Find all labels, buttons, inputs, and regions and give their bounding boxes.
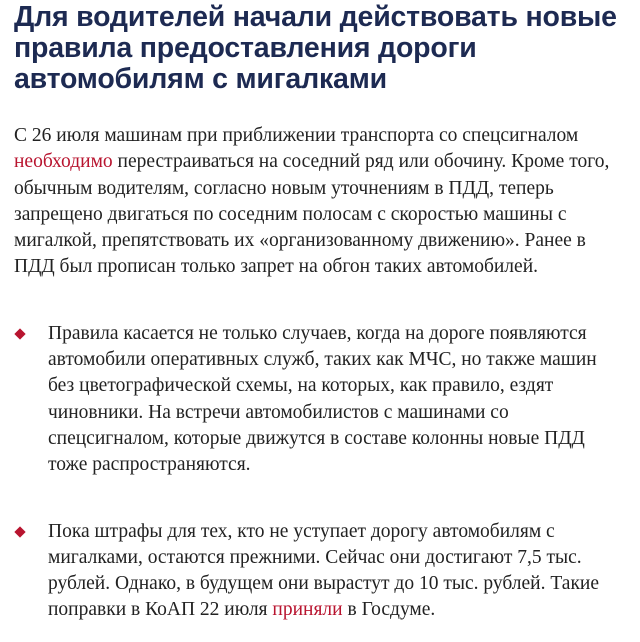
bullet-text-start: Пока штрафы для тех, кто не уступает дорогу автомобилям с мигалками, остаются прежними. Сейчас они достигают 7,5 тыс. рублей. Однако, в будущем они вырастут до 10 тыс. рублей. Такие поправки в КоАП 22 июля — [48, 520, 600, 621]
bullet-text: Правила касается не только случаев, когда на дороге появляются автомобили оперативных служб, таких как МЧС, но также машин без цветографической схемы, на которых, как правило, ездят чиновники. На встречи автомобилистов с машинами со спецсигналом, которые движутся в составе колонны новые ПДД тоже распространяются. — [48, 322, 597, 476]
article-lead-paragraph — [14, 123, 626, 281]
diamond-bullet-icon — [14, 328, 25, 339]
lead-text-start: С 26 июля машинам при приближении транспорта со спецсигналом — [14, 125, 579, 146]
list-item — [14, 321, 626, 479]
bullet-text-end: в Госдуме. — [342, 599, 436, 621]
bullet-list — [14, 321, 626, 624]
link-prinyali[interactable]: приняли — [272, 599, 343, 621]
diamond-bullet-icon — [14, 526, 25, 537]
list-item — [14, 519, 626, 624]
link-neobkhodimo[interactable]: необходимо — [14, 151, 113, 173]
article-headline: Для водителей начали действовать новые правила предоставления дороги автомобилям с мигалками — [14, 1, 617, 95]
lead-text-end: перестраиваться на соседний ряд или обочину. Кроме того, обычным водителям, согласно новым уточнениям в ПДД, теперь запрещено двигаться по соседним полосам с скоростью машины с мигалкой, препятствовать их «организованному движению». Ранее в ПДД был прописан только запрет на обгон таких автомобилей. — [14, 151, 610, 278]
